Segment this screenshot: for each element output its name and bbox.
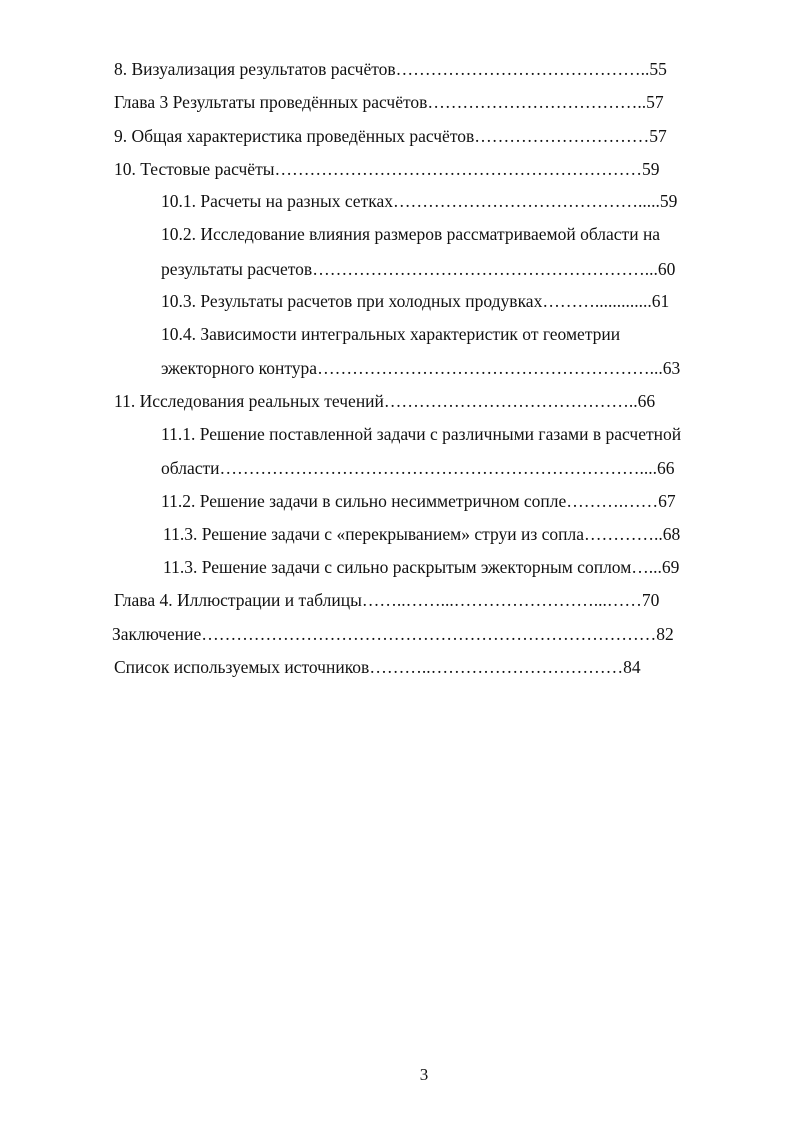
toc-entry: области………………………………………………………………....66 [161, 458, 675, 478]
toc-entry: 11.1. Решение поставленной задачи с различными газами в расчетной [161, 424, 682, 444]
page-number: 3 [419, 1065, 429, 1084]
toc-entry: 10. Тестовые расчёты………………………………………………………59 [114, 159, 660, 179]
toc-entry: 9. Общая характеристика проведённых расчётов…………………………57 [114, 126, 667, 146]
toc-entry: 11.3. Решение задачи с сильно раскрытым эжекторным соплом…...69 [163, 557, 680, 577]
toc-entry: 11. Исследования реальных течений……………………………………..66 [114, 391, 656, 411]
toc-entry: 11.2. Решение задачи в сильно несимметричном сопле……….……67 [161, 491, 676, 511]
toc-entry: 11.3. Решение задачи с «перекрыванием» струи из сопла…………..68 [163, 524, 681, 544]
toc-entry: эжекторного контура…………………………………………………...63 [161, 358, 681, 378]
toc-entry: Глава 4. Иллюстрации и таблицы……..……...……………………...……70 [114, 590, 660, 610]
toc-entry: 10.4. Зависимости интегральных характеристик от геометрии [161, 324, 621, 344]
toc-entry: Заключение……………………………………………………………………82 [112, 624, 674, 644]
toc-entry: 8. Визуализация результатов расчётов……………………………………..55 [114, 59, 667, 79]
toc-entry: 10.2. Исследование влияния размеров рассматриваемой области на [161, 224, 661, 244]
toc-entry: результаты расчетов…………………………………………………...60 [161, 259, 676, 279]
toc-entry: 10.3. Результаты расчетов при холодных продувках……….............61 [161, 291, 670, 311]
toc-entry: 10.1. Расчеты на разных сетках…………………………………….....59 [161, 191, 678, 211]
toc-entry: Список используемых источников………..……………………………84 [114, 657, 641, 677]
toc-entry: Глава 3 Результаты проведённых расчётов………………………………..57 [114, 92, 664, 112]
